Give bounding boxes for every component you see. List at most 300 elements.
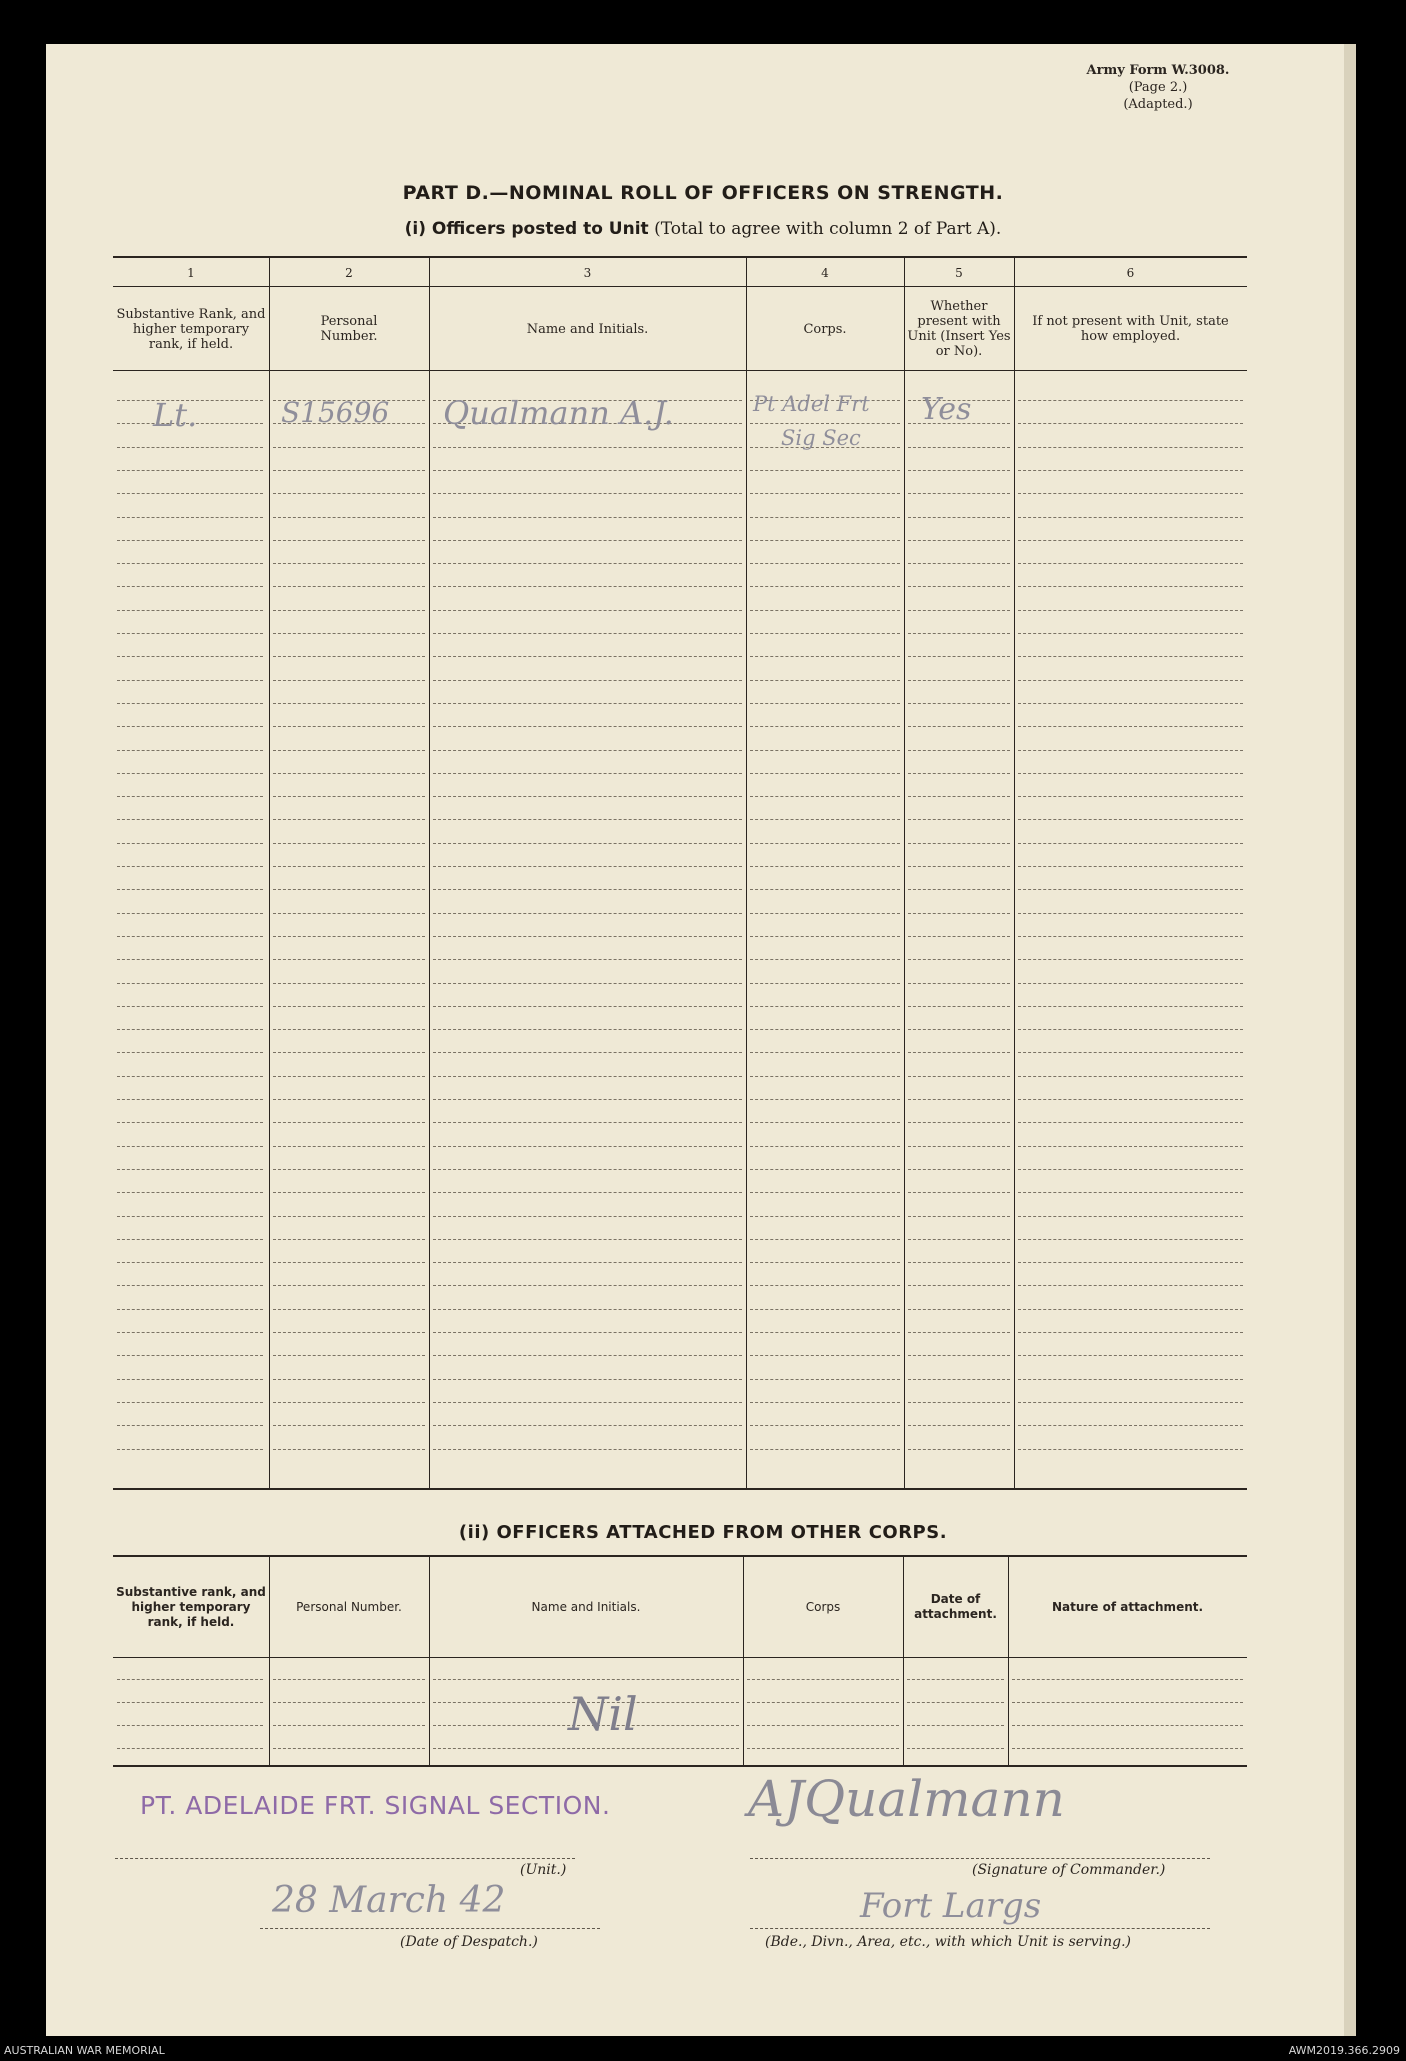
ruled-line — [117, 1146, 263, 1147]
ruled-line — [1018, 796, 1243, 797]
ruled-line — [908, 1262, 1010, 1263]
ruled-line — [1018, 563, 1243, 564]
ruled-line — [1018, 1449, 1243, 1450]
ruled-line — [750, 1402, 900, 1403]
ruled-line — [273, 750, 425, 751]
ruled-line — [117, 517, 263, 518]
ruled-line — [908, 1146, 1010, 1147]
ruled-line — [908, 1099, 1010, 1100]
ruled-line — [117, 1449, 263, 1450]
ruled-line — [908, 1076, 1010, 1077]
ruled-line — [433, 959, 742, 960]
form-page-number: (Page 2.) — [1128, 80, 1188, 95]
entry-present: Yes — [921, 392, 972, 427]
entry-corps: Sig Sec — [781, 426, 861, 450]
ruled-line — [908, 1216, 1010, 1217]
ruled-line — [908, 750, 1010, 751]
entry-corps: Pt Adel Frt — [753, 392, 870, 416]
ruled-line — [273, 563, 425, 564]
ruled-line — [750, 1425, 900, 1426]
ruled-line — [117, 1099, 263, 1100]
column-header-name: Name and Initials. — [526, 321, 649, 337]
ruled-line — [117, 843, 263, 844]
ruled-line — [908, 493, 1010, 494]
ruled-line — [1018, 1146, 1243, 1147]
ruled-line — [1018, 633, 1243, 634]
ruled-line — [907, 1748, 1004, 1749]
column-header-name: Name and Initials. — [531, 1599, 641, 1614]
ruled-line — [750, 796, 900, 797]
ruled-line — [747, 1702, 899, 1703]
ruled-line — [117, 936, 263, 937]
ruled-line — [117, 1029, 263, 1030]
ruled-line — [273, 1332, 425, 1333]
ruled-line — [117, 773, 263, 774]
ruled-line — [750, 866, 900, 867]
ruled-line — [433, 1076, 742, 1077]
ruled-line — [908, 517, 1010, 518]
ruled-line — [1018, 959, 1243, 960]
ruled-line — [117, 633, 263, 634]
ruled-line — [1018, 936, 1243, 937]
ruled-line — [1018, 1122, 1243, 1123]
ruled-line — [433, 1099, 742, 1100]
ruled-line — [433, 843, 742, 844]
ruled-line — [117, 1262, 263, 1263]
ruled-line — [433, 1122, 742, 1123]
ruled-line — [1018, 726, 1243, 727]
ruled-line — [750, 423, 900, 424]
subtitle-rest: (Total to agree with column 2 of Part A). — [648, 219, 1002, 239]
ruled-line — [117, 983, 263, 984]
ruled-line — [117, 1285, 263, 1286]
ruled-line — [273, 819, 425, 820]
ruled-line — [433, 1146, 742, 1147]
ruled-line — [908, 586, 1010, 587]
ruled-line — [1012, 1748, 1243, 1749]
ruled-line — [908, 913, 1010, 914]
ruled-line — [433, 1379, 742, 1380]
ruled-line — [117, 1702, 263, 1703]
form-adapted-note: (Adapted.) — [1123, 97, 1193, 112]
ruled-line — [433, 1216, 742, 1217]
ruled-line — [1012, 1679, 1243, 1680]
ruled-line — [433, 680, 742, 681]
ruled-line — [273, 1099, 425, 1100]
ruled-line — [117, 1169, 263, 1170]
ruled-line — [908, 703, 1010, 704]
ruled-line — [750, 1262, 900, 1263]
ruled-line — [433, 656, 742, 657]
column-header-date-of-attachment: Date of attachment. — [914, 1592, 997, 1621]
location-line — [750, 1928, 1210, 1929]
ruled-line — [750, 1006, 900, 1007]
entry-name: Qualmann A.J. — [443, 394, 674, 432]
officers-posted-table — [113, 256, 1247, 1490]
ruled-line — [117, 447, 263, 448]
ruled-line — [1018, 913, 1243, 914]
ruled-line — [750, 1146, 900, 1147]
ruled-line — [433, 517, 742, 518]
ruled-line — [433, 1332, 742, 1333]
ruled-line — [273, 1052, 425, 1053]
ruled-line — [433, 1309, 742, 1310]
ruled-line — [117, 959, 263, 960]
ruled-line — [273, 1679, 425, 1680]
ruled-line — [433, 493, 742, 494]
ruled-line — [117, 540, 263, 541]
ruled-line — [908, 447, 1010, 448]
ruled-line — [908, 633, 1010, 634]
ruled-line — [433, 913, 742, 914]
ruled-line — [117, 1725, 263, 1726]
ruled-line — [1018, 1262, 1243, 1263]
ruled-line — [117, 1379, 263, 1380]
ruled-line — [1018, 680, 1243, 681]
ruled-line — [117, 1309, 263, 1310]
ruled-line — [273, 726, 425, 727]
ruled-line — [908, 959, 1010, 960]
ruled-line — [273, 796, 425, 797]
ruled-line — [908, 1309, 1010, 1310]
entry-rank: Lt. — [153, 396, 198, 434]
ruled-line — [1018, 1309, 1243, 1310]
ruled-line — [750, 843, 900, 844]
ruled-line — [1018, 586, 1243, 587]
ruled-line — [433, 703, 742, 704]
ruled-line — [117, 703, 263, 704]
ruled-line — [750, 540, 900, 541]
ruled-line — [433, 1192, 742, 1193]
ruled-line — [750, 983, 900, 984]
ruled-line — [117, 1216, 263, 1217]
ruled-line — [1018, 773, 1243, 774]
ruled-line — [1018, 819, 1243, 820]
ruled-line — [273, 493, 425, 494]
credit-left: AUSTRALIAN WAR MEMORIAL — [4, 2044, 165, 2057]
officers-attached-table — [113, 1555, 1247, 1767]
ruled-line — [273, 1262, 425, 1263]
ruled-line — [273, 773, 425, 774]
ruled-line — [433, 1239, 742, 1240]
ruled-line — [750, 750, 900, 751]
ruled-line — [750, 586, 900, 587]
ruled-line — [908, 819, 1010, 820]
column-header-employment: If not present with Unit, state how employed. — [1032, 314, 1229, 344]
ruled-line — [1018, 1029, 1243, 1030]
ruled-line — [1018, 470, 1243, 471]
ruled-line — [117, 493, 263, 494]
page-edge — [1344, 44, 1356, 2036]
ruled-line — [117, 750, 263, 751]
ruled-line — [1018, 1099, 1243, 1100]
ruled-line — [907, 1679, 1004, 1680]
ruled-line — [908, 1285, 1010, 1286]
ruled-line — [117, 726, 263, 727]
ruled-line — [750, 1379, 900, 1380]
ruled-line — [117, 1425, 263, 1426]
ruled-line — [433, 773, 742, 774]
ruled-line — [117, 866, 263, 867]
ruled-line — [117, 1122, 263, 1123]
ruled-line — [117, 1052, 263, 1053]
ruled-line — [273, 913, 425, 914]
ruled-line — [750, 936, 900, 937]
ruled-line — [433, 1006, 742, 1007]
ruled-line — [273, 866, 425, 867]
ruled-line — [433, 1425, 742, 1426]
ruled-line — [908, 1122, 1010, 1123]
ruled-line — [433, 586, 742, 587]
ruled-line — [273, 1122, 425, 1123]
ruled-line — [750, 470, 900, 471]
ruled-line — [908, 1192, 1010, 1193]
ruled-line — [273, 1239, 425, 1240]
ruled-line — [117, 1006, 263, 1007]
ruled-line — [750, 959, 900, 960]
column-header-personal-number: Personal Number. — [320, 314, 378, 344]
ruled-line — [1018, 889, 1243, 890]
ruled-line — [273, 959, 425, 960]
ruled-line — [273, 656, 425, 657]
ruled-line — [433, 470, 742, 471]
ruled-line — [908, 1379, 1010, 1380]
commander-signature: AJQualmann — [748, 1770, 1065, 1828]
unit-line — [115, 1858, 575, 1859]
ruled-line — [433, 796, 742, 797]
ruled-line — [433, 866, 742, 867]
ruled-line — [1018, 1379, 1243, 1380]
ruled-line — [117, 1679, 263, 1680]
ruled-line — [273, 540, 425, 541]
ruled-line — [1018, 1052, 1243, 1053]
ruled-line — [433, 1449, 742, 1450]
ruled-line — [1018, 1239, 1243, 1240]
ruled-line — [1018, 1216, 1243, 1217]
ruled-line — [908, 1402, 1010, 1403]
ruled-line — [1018, 1355, 1243, 1356]
ruled-line — [117, 1332, 263, 1333]
ruled-line — [908, 773, 1010, 774]
ruled-line — [433, 1402, 742, 1403]
ruled-line — [1018, 1285, 1243, 1286]
ruled-line — [433, 447, 742, 448]
ruled-line — [750, 1169, 900, 1170]
part-d-title: PART D.—NOMINAL ROLL OF OFFICERS ON STRENGTH. — [402, 182, 1004, 204]
location-caption: (Bde., Divn., Area, etc., with which Unit is serving.) — [765, 1934, 1132, 1950]
ruled-line — [750, 1122, 900, 1123]
ruled-line — [1018, 1192, 1243, 1193]
ruled-line — [908, 1006, 1010, 1007]
ruled-line — [750, 819, 900, 820]
ruled-line — [1018, 1169, 1243, 1170]
ruled-line — [1018, 540, 1243, 541]
column-header-present: Whether present with Unit (Insert Yes or No). — [907, 299, 1011, 359]
ruled-line — [433, 563, 742, 564]
ruled-line — [433, 610, 742, 611]
part-d-subtitle — [0, 219, 1406, 239]
column-number: 5 — [955, 266, 963, 280]
ruled-line — [433, 726, 742, 727]
ruled-line — [433, 750, 742, 751]
ruled-line — [273, 703, 425, 704]
ruled-line — [433, 1355, 742, 1356]
despatch-date: 28 March 42 — [272, 1880, 506, 1921]
ruled-line — [908, 680, 1010, 681]
ruled-line — [908, 1029, 1010, 1030]
ruled-line — [273, 1006, 425, 1007]
ruled-line — [273, 983, 425, 984]
ruled-line — [1018, 400, 1243, 401]
column-number: 2 — [345, 266, 353, 280]
ruled-line — [433, 1285, 742, 1286]
form-number: Army Form W.3008. — [1086, 63, 1230, 78]
ruled-line — [908, 1355, 1010, 1356]
ruled-line — [273, 1425, 425, 1426]
credit-right: AWM2019.366.2909 — [1288, 2044, 1400, 2057]
ruled-line — [750, 1239, 900, 1240]
ruled-line — [273, 1216, 425, 1217]
ruled-line — [750, 703, 900, 704]
ruled-line — [750, 1332, 900, 1333]
ruled-line — [1018, 610, 1243, 611]
ruled-line — [750, 680, 900, 681]
ruled-line — [273, 1029, 425, 1030]
ruled-line — [117, 913, 263, 914]
ruled-line — [117, 586, 263, 587]
ruled-line — [908, 843, 1010, 844]
ruled-line — [117, 1239, 263, 1240]
ruled-line — [273, 1309, 425, 1310]
ruled-line — [433, 889, 742, 890]
ruled-line — [273, 1192, 425, 1193]
form-reference — [1048, 62, 1268, 113]
column-header-personal-number: Personal Number. — [296, 1599, 402, 1614]
column-header-nature: Nature of attachment. — [1051, 1599, 1204, 1614]
ruled-line — [117, 656, 263, 657]
subtitle-bold: (i) Officers posted to Unit — [404, 219, 649, 239]
ruled-line — [908, 1052, 1010, 1053]
ruled-line — [747, 1748, 899, 1749]
ruled-line — [273, 1379, 425, 1380]
ruled-line — [117, 1402, 263, 1403]
ruled-line — [1018, 1425, 1243, 1426]
ruled-line — [433, 540, 742, 541]
column-header-rank: Substantive Rank, and higher temporary rank, if held. — [116, 306, 266, 352]
ruled-line — [1018, 447, 1243, 448]
ruled-line — [750, 1309, 900, 1310]
ruled-line — [750, 1285, 900, 1286]
column-number: 3 — [583, 266, 592, 280]
ruled-line — [908, 866, 1010, 867]
ruled-line — [750, 1099, 900, 1100]
unit-stamp: PT. ADELAIDE FRT. SIGNAL SECTION. — [140, 1791, 611, 1820]
ruled-line — [1018, 843, 1243, 844]
ruled-line — [908, 1449, 1010, 1450]
signature-caption: (Signature of Commander.) — [972, 1862, 1166, 1878]
ruled-line — [433, 819, 742, 820]
ruled-line — [117, 889, 263, 890]
part-ii-title: (ii) OFFICERS ATTACHED FROM OTHER CORPS. — [458, 1522, 948, 1543]
ruled-line — [750, 493, 900, 494]
ruled-line — [908, 983, 1010, 984]
column-header-corps: Corps — [805, 1599, 841, 1614]
ruled-line — [750, 1052, 900, 1053]
ruled-line — [1018, 656, 1243, 657]
ruled-line — [908, 540, 1010, 541]
ruled-line — [908, 1332, 1010, 1333]
ruled-line — [273, 1076, 425, 1077]
ruled-line — [433, 983, 742, 984]
ruled-line — [433, 633, 742, 634]
ruled-line — [117, 1355, 263, 1356]
ruled-line — [750, 1192, 900, 1193]
ruled-line — [907, 1725, 1004, 1726]
ruled-line — [117, 1192, 263, 1193]
ruled-line — [117, 680, 263, 681]
ruled-line — [908, 796, 1010, 797]
ruled-line — [117, 1076, 263, 1077]
ruled-line — [1012, 1702, 1243, 1703]
ruled-line — [750, 913, 900, 914]
ruled-line — [750, 656, 900, 657]
ruled-line — [750, 773, 900, 774]
ruled-line — [908, 726, 1010, 727]
ruled-line — [273, 1702, 425, 1703]
ruled-line — [1018, 493, 1243, 494]
ruled-line — [273, 1355, 425, 1356]
ruled-line — [273, 1725, 425, 1726]
ruled-line — [908, 656, 1010, 657]
ruled-line — [273, 470, 425, 471]
ruled-line — [1018, 1076, 1243, 1077]
ruled-line — [273, 447, 425, 448]
ruled-line — [1018, 866, 1243, 867]
ruled-line — [1018, 1402, 1243, 1403]
ruled-line — [433, 1052, 742, 1053]
date-caption: (Date of Despatch.) — [400, 1934, 538, 1950]
ruled-line — [273, 610, 425, 611]
ruled-line — [750, 726, 900, 727]
ruled-line — [908, 936, 1010, 937]
ruled-line — [750, 563, 900, 564]
column-number: 4 — [821, 266, 829, 280]
ruled-line — [750, 517, 900, 518]
column-header-corps: Corps. — [803, 321, 847, 337]
ruled-line — [273, 680, 425, 681]
ruled-line — [273, 1402, 425, 1403]
ruled-line — [1012, 1725, 1243, 1726]
ruled-line — [273, 1146, 425, 1147]
ruled-line — [750, 1076, 900, 1077]
ruled-line — [273, 1449, 425, 1450]
ruled-line — [750, 633, 900, 634]
unit-location: Fort Largs — [860, 1886, 1042, 1926]
ruled-line — [273, 843, 425, 844]
entry-personal-number: S15696 — [281, 396, 390, 429]
ruled-line — [1018, 517, 1243, 518]
ruled-line — [273, 1285, 425, 1286]
ruled-line — [908, 1425, 1010, 1426]
ruled-line — [750, 610, 900, 611]
ruled-line — [750, 1216, 900, 1217]
ruled-line — [433, 1748, 739, 1749]
ruled-line — [908, 1169, 1010, 1170]
ruled-line — [433, 1679, 739, 1680]
ruled-line — [908, 563, 1010, 564]
handwritten-nil: Nil — [568, 1687, 638, 1741]
ruled-line — [908, 610, 1010, 611]
